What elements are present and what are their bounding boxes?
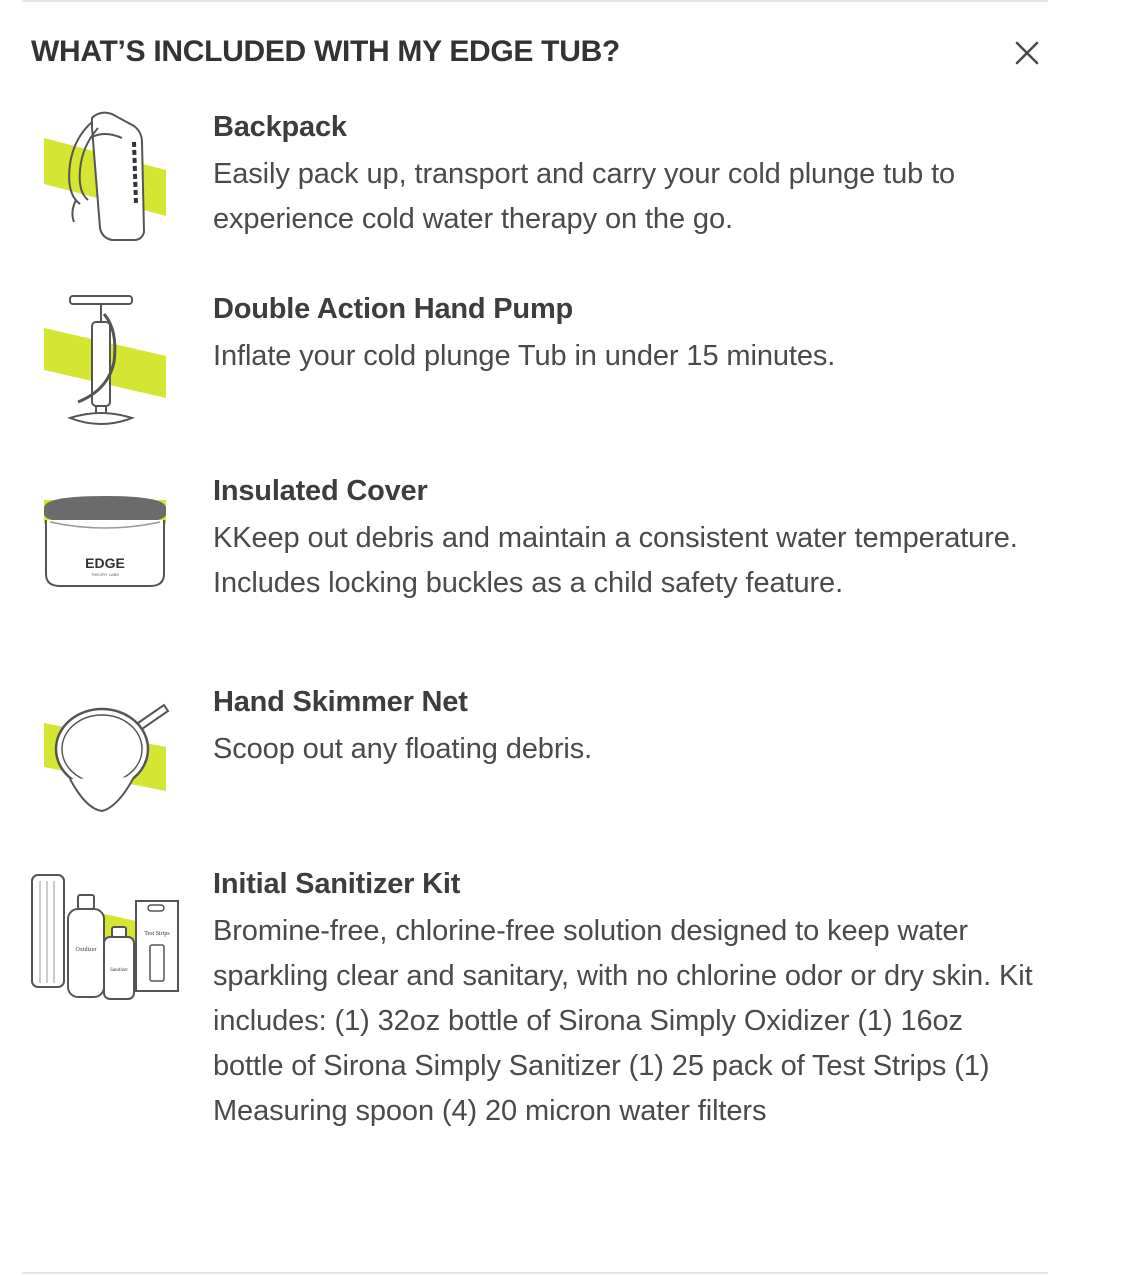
bottom-divider — [22, 1272, 1048, 1274]
cover-brand-sublabel: THEORY LABS — [91, 572, 119, 577]
item-title: Initial Sanitizer Kit — [213, 868, 461, 900]
item-description: Inflate your cold plunge Tub in under 15 minutes. — [213, 340, 836, 372]
sanitizer-kit-icon — [30, 865, 180, 1005]
cover-brand-label: EDGE — [85, 555, 125, 571]
item-title: Hand Skimmer Net — [213, 686, 468, 718]
top-divider — [22, 0, 1048, 2]
modal-title: WHAT’S INCLUDED WITH MY EDGE TUB? — [31, 35, 620, 68]
oxidizer-label: Oxidizer — [75, 947, 97, 953]
item-title: Double Action Hand Pump — [213, 293, 574, 325]
sanitizer-label: Sanitizer — [110, 968, 128, 973]
item-description: Scoop out any floating debris. — [213, 733, 593, 765]
close-icon[interactable] — [1010, 36, 1044, 70]
item-description: Easily pack up, transport and carry your cold plunge tub to experience cold water therapy on the go. — [213, 158, 956, 235]
backpack-icon — [30, 108, 180, 248]
insulated-cover-icon — [30, 490, 180, 600]
item-title: Insulated Cover — [213, 475, 428, 507]
item-description: KKeep out debris and maintain a consistent water temperature. Includes locking buckles as a child safety feature. — [213, 522, 1018, 599]
item-title: Backpack — [213, 111, 347, 143]
skimmer-net-icon — [30, 683, 180, 823]
test-strips-label: Test Strips — [144, 931, 170, 937]
hand-pump-icon — [30, 290, 180, 435]
item-description: Bromine-free, chlorine-free solution designed to keep water sparkling clear and sanitary, with no chlorine odor or dry skin. Kit includes: (1) 32oz bottle of Sirona Simply Oxidizer (1) 16oz bottle of Sirona Simply Sanitizer (1) 25 pack of Test Strips (1) Measuring spoon (4) 20 micron water filters — [213, 915, 1033, 1127]
